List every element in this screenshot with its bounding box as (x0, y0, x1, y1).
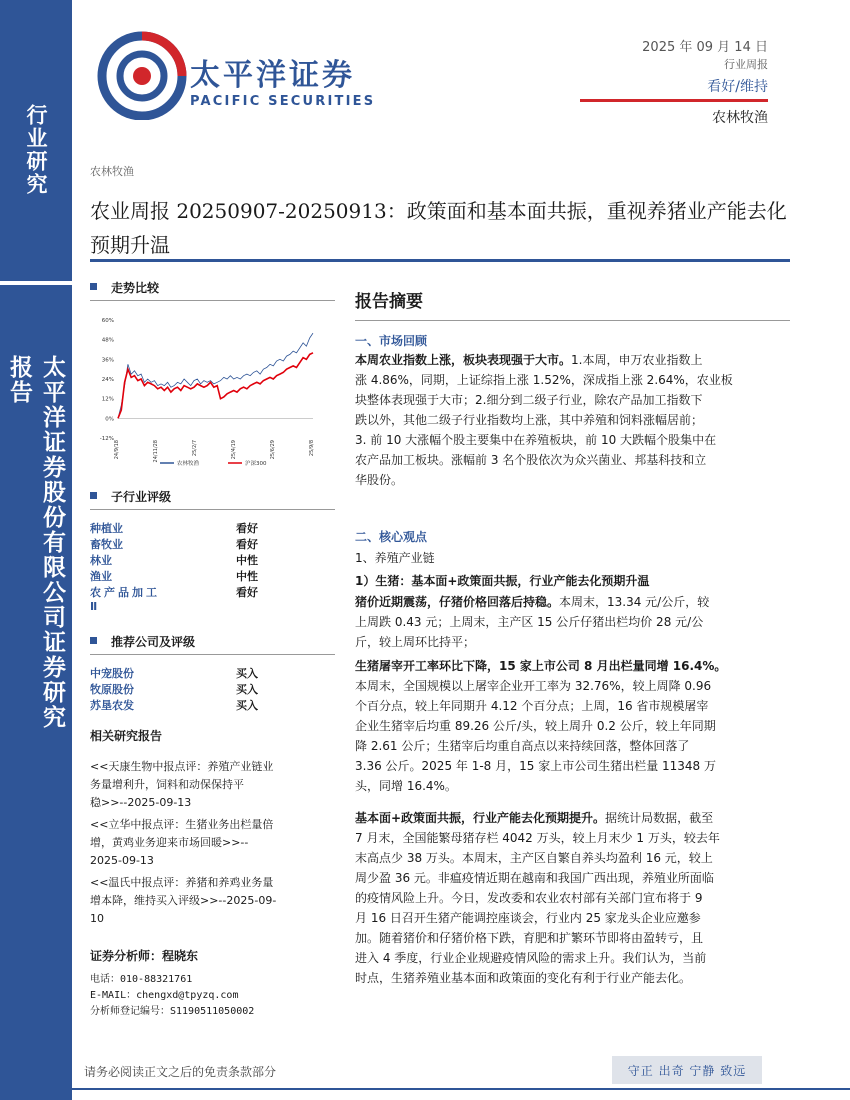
text-line (355, 350, 785, 370)
text-line: 周少盈 36 元。非瘟疫情近期在越南和我国广西出现，养殖业所面临 (355, 871, 714, 885)
text-line: 本周末，全国规模以上屠宰企业开工率为 32.76%，较上周降 0.96 (355, 679, 712, 693)
line-text: 本周末，13.34 元/公斤，较 (559, 595, 710, 609)
section-divider (90, 654, 335, 655)
rating-value: 看好 (236, 522, 258, 535)
x-tick-label: 25/6/29 (270, 440, 276, 460)
header-divider (580, 99, 768, 102)
disclaimer: 请务必阅读正文之后的免责条款部分 (84, 1065, 277, 1079)
text-line: 跌以外，其他二级子行业指数均上涨，其中养殖和饲料涨幅居前； (355, 413, 704, 427)
bullet-square-icon (90, 492, 97, 499)
text-line: 进入 4 季度，行业企业规避疫情风险的需求上升。我们认为，当前 (355, 951, 707, 965)
market-review-title: 一、市场回顾 (355, 334, 428, 348)
text-line: 时点，生猪养殖业基本面和政策面的变化有利于行业产能去化。 (355, 971, 692, 985)
legend-label: 农林牧渔 (177, 461, 200, 467)
line-text: 1.本周，申万农业指数上 (571, 353, 703, 367)
related-report-link[interactable] (90, 874, 330, 928)
rating-name-wrap: Ⅱ (90, 600, 98, 613)
text-line: 的疫情风险上升。今日，发改委和农业农村部有关部门宣布将于 9 (355, 891, 703, 905)
x-tick-label: 24/11/28 (153, 440, 159, 463)
line-text: 据统计局数据，截至 (605, 811, 714, 825)
analyst-name: 证券分析师：程晓东 (90, 949, 199, 963)
y-tick-label: 48% (101, 337, 114, 344)
page-title: 农业周报 20250907-20250913：政策面和基本面共振，重视养猪业产能去化预期升温 (90, 199, 787, 257)
text-line (355, 592, 785, 612)
side-label-research: 行业研究 (24, 104, 49, 196)
rating-value: 看好 (236, 538, 258, 551)
text-line: 涨 4.86%，同期，上证综指上涨 1.52%，深成指上涨 2.64%，农业板 (355, 373, 733, 387)
text-line: 末高点少 38 万头。本周末，主产区自繁自养头均盈利 16 元，较上 (355, 851, 713, 865)
rating-value: 中性 (236, 570, 258, 583)
series-line-沪深300 (118, 353, 313, 419)
text-line (355, 656, 785, 676)
recommend-heading-text: 推荐公司及评级 (111, 635, 196, 649)
analyst-email[interactable]: E-MAIL：chengxd@tpyzq.com (90, 990, 239, 1001)
footer-divider (72, 1088, 850, 1090)
rating-name: 畜牧业 (90, 538, 123, 551)
company-rating: 买入 (236, 683, 258, 696)
text-line: 降 2.61 公斤；生猪宰后均重自高点以来持续回落，整体回落了 (355, 739, 690, 753)
section-divider (90, 509, 335, 510)
title-divider (90, 259, 790, 262)
related-line: <<温氏中报点评：养猪和养鸡业务量 (90, 876, 274, 889)
lead-sentence: 本周农业指数上涨，板块表现强于大市。 (355, 353, 572, 367)
text-line: 华股份。 (355, 473, 404, 487)
text-line: 斤，较上周环比持平； (355, 635, 476, 649)
brand-name-en: PACIFIC SECURITIES (190, 94, 376, 109)
rating-name: 渔业 (90, 570, 112, 583)
rating-value: 中性 (236, 554, 258, 567)
x-tick-label: 24/9/18 (114, 440, 120, 460)
core-view-title: 二、核心观点 (355, 530, 428, 544)
recommend-heading (90, 633, 195, 650)
legend-label: 沪深300 (245, 461, 267, 467)
legend (160, 459, 267, 467)
related-report-link[interactable] (90, 758, 330, 812)
text-line: 个百分点，较上年同期升 4.12 个百分点；上周，16 省市规模屠宰 (355, 699, 709, 713)
analyst-phone: 电话：010-88321761 (90, 974, 193, 985)
rating-name: 林业 (90, 554, 112, 567)
bullet-square-icon (90, 637, 97, 644)
text-line: 头，同增 16.4%。 (355, 779, 457, 793)
text-line: 农产品加工板块。涨幅前 3 名个股依次为众兴菌业、邦基科技和立 (355, 453, 707, 467)
rating-value: 看好 (236, 586, 258, 599)
related-line: 务量增利升，饲料和动保保持平 (90, 778, 244, 791)
company-name: 苏垦农发 (90, 699, 134, 712)
rating-name: 农产品加工 (90, 586, 160, 599)
text-line: 企业生猪宰后均重 89.26 公斤/头，较上周升 0.2 公斤，较上年同期 (355, 719, 716, 733)
series-line-农林牧渔 (118, 333, 313, 418)
x-tick-label: 25/4/19 (231, 440, 237, 460)
company-motto: 守正 出奇 宁静 致远 (612, 1056, 762, 1084)
brand-name-cn: 太平洋证券 (190, 58, 355, 93)
text-line (355, 808, 785, 828)
related-line: <<天康生物中报点评：养殖产业链业 (90, 760, 274, 773)
core-view-subtitle: 1、养殖产业链 (355, 551, 435, 565)
related-line: 增本降，维持买入评级>>--2025-09- (90, 894, 277, 907)
trend-heading (90, 279, 159, 296)
x-axis (114, 440, 315, 462)
related-heading: 相关研究报告 (90, 729, 163, 743)
company-name: 中宠股份 (90, 667, 134, 680)
y-tick-label: 36% (101, 357, 114, 364)
trend-heading-text: 走势比较 (111, 281, 160, 295)
summary-divider (355, 320, 790, 321)
trend-chart (88, 310, 338, 475)
related-report-link[interactable] (90, 816, 330, 870)
analyst-cert: 分析师登记编号：S1190511050002 (90, 1006, 255, 1017)
industry-rating: 看好/维持 (707, 79, 768, 95)
company-rating: 买入 (236, 667, 258, 680)
section-divider (90, 300, 335, 301)
sub-rating-heading (90, 488, 171, 505)
x-tick-label: 25/9/8 (309, 440, 315, 457)
text-line: 7 月末，全国能繁母猪存栏 4042 万头，较上月末少 1 万头，较去年 (355, 831, 720, 845)
text-line: 加。随着猪价和仔猪价格下跌，育肥和扩繁环节即将由盈转亏，且 (355, 931, 704, 945)
company-rating: 买入 (236, 699, 258, 712)
market-review-body (355, 350, 785, 490)
y-tick-label: 0% (105, 416, 114, 423)
y-tick-label: 12% (101, 396, 114, 403)
x-tick-label: 25/2/7 (192, 440, 198, 457)
pig-section-title: 1）生猪：基本面+政策面共振，行业产能去化预期升温 (355, 574, 650, 588)
related-line: <<立华中报点评：生猪业务出栏量倍 (90, 818, 274, 831)
company-name: 牧原股份 (90, 683, 134, 696)
series-layer (118, 333, 313, 418)
related-line: 增，黄鸡业务迎来市场回暖>>-- (90, 836, 249, 849)
rating-name: 种植业 (90, 522, 123, 535)
y-axis (100, 318, 313, 442)
side-label-company: 太平洋证券股份有限公司证券研究报告 (6, 355, 66, 730)
related-line: 10 (90, 912, 104, 925)
text-line: 3. 前 10 大涨幅个股主要集中在养殖板块，前 10 大跌幅个股集中在 (355, 433, 717, 447)
pacific-logo-icon (96, 28, 188, 120)
y-tick-label: -12% (99, 436, 114, 442)
report-date: 2025 年 09 月 14 日 (642, 40, 768, 55)
text-line: 块整体表现强于大市；2.细分到二级子行业，除农产品加工指数下 (355, 393, 703, 407)
y-tick-label: 60% (101, 318, 114, 324)
lead-sentence: 基本面+政策面共振，行业产能去化预期提升。 (355, 811, 606, 825)
report-type: 行业周报 (724, 58, 768, 71)
industry-label: 农林牧渔 (712, 110, 768, 126)
related-line: 稳>>--2025-09-13 (90, 796, 192, 809)
y-tick-label: 24% (101, 377, 114, 383)
lead-sentence: 生猪屠宰开工率环比下降，15 家上市公司 8 月出栏量同增 16.4%。 (355, 659, 727, 673)
sub-rating-heading-text: 子行业评级 (111, 490, 172, 504)
pig-price-paragraph (355, 592, 785, 652)
slaughter-paragraph (355, 656, 785, 796)
lead-sentence: 猪价近期震荡，仔猪价格回落后持稳。 (355, 595, 560, 609)
bullet-square-icon (90, 283, 97, 290)
text-line: 3.36 公斤。2025 年 1-8 月，15 家上市公司生猪出栏量 11348 万 (355, 759, 717, 773)
summary-heading: 报告摘要 (355, 292, 423, 312)
capacity-paragraph (355, 808, 785, 988)
text-line: 上周跌 0.43 元；上周末，主产区 15 公斤仔猪出栏均价 28 元/公 (355, 615, 704, 629)
related-line: 2025-09-13 (90, 854, 154, 867)
industry-tag: 农林牧渔 (90, 165, 134, 178)
text-line: 月 16 日召开生猪产能调控座谈会，行业内 25 家龙头企业应邀参 (355, 911, 701, 925)
